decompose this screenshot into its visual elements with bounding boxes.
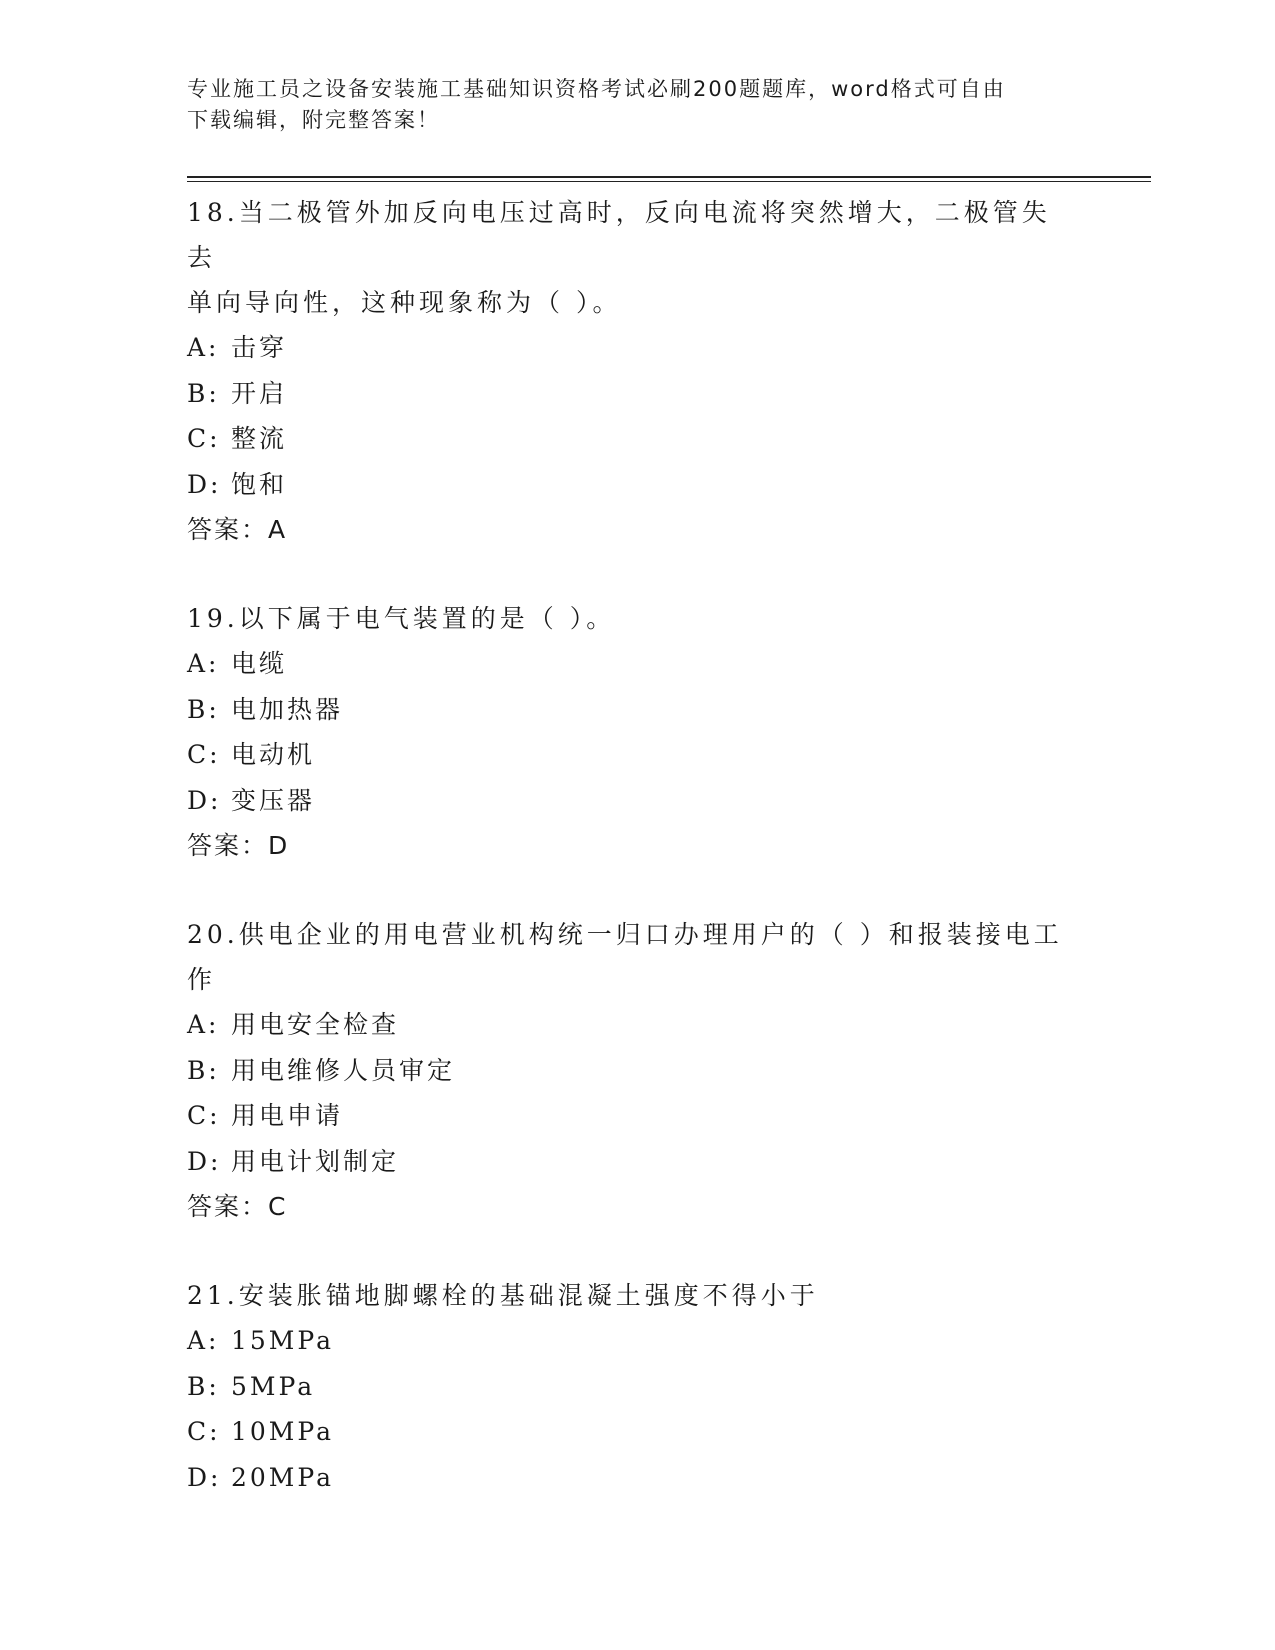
option-label: C: xyxy=(187,1101,221,1130)
option-text: 用电安全检查 xyxy=(231,1010,400,1039)
option-text: 5MPa xyxy=(231,1371,316,1401)
option-d xyxy=(187,778,1087,824)
header-line-1: 专业施工员之设备安装施工基础知识资格考试必刷200题题库，word格式可自由 xyxy=(187,77,1006,101)
option-label: A: xyxy=(187,1326,220,1355)
option-label: C: xyxy=(187,1417,221,1446)
option-text: 电加热器 xyxy=(231,694,344,724)
answer-line xyxy=(187,507,1087,552)
option-d xyxy=(187,1455,1087,1501)
option-text: 10MPa xyxy=(231,1417,335,1446)
answer-value: C xyxy=(268,1192,288,1221)
question-19 xyxy=(187,596,1087,868)
answer-prefix: 答案： xyxy=(187,515,269,544)
option-label: A: xyxy=(187,649,220,678)
option-label: B: xyxy=(187,1055,220,1085)
question-text xyxy=(187,596,1067,641)
option-text: 开启 xyxy=(231,378,288,408)
option-text: 用电申请 xyxy=(231,1101,344,1130)
question-line-1: 安装胀锚地脚螺栓的基础混凝土强度不得小于 xyxy=(238,1281,819,1310)
option-text: 击穿 xyxy=(231,333,288,362)
question-18 xyxy=(187,190,1087,552)
question-number: 18. xyxy=(187,198,239,227)
question-line-1: 供电企业的用电营业机构统一归口办理用户的（ ）和报装接电工 xyxy=(238,920,1063,949)
option-d xyxy=(187,1139,1087,1185)
question-line-1: 当二极管外加反向电压过高时，反向电流将突然增大，二极管失去 xyxy=(187,198,1051,272)
option-text: 饱和 xyxy=(231,469,288,499)
question-number: 19. xyxy=(187,604,239,633)
option-a xyxy=(187,1318,1087,1364)
header-line-2: 下载编辑，附完整答案！ xyxy=(187,108,440,132)
option-b xyxy=(187,1048,1087,1094)
option-a xyxy=(187,325,1087,371)
option-b xyxy=(187,371,1087,417)
header-divider-thin xyxy=(187,181,1151,182)
answer-prefix: 答案： xyxy=(187,831,269,860)
option-label: B: xyxy=(187,694,220,724)
option-label: A: xyxy=(187,1010,220,1039)
question-21 xyxy=(187,1273,1087,1500)
option-label: B: xyxy=(187,1371,220,1401)
option-label: A: xyxy=(187,333,220,362)
option-text: 用电计划制定 xyxy=(231,1146,400,1176)
option-text: 用电维修人员审定 xyxy=(231,1055,456,1085)
option-b xyxy=(187,687,1087,733)
option-label: D: xyxy=(187,1462,222,1492)
document-header xyxy=(187,74,1067,136)
option-c xyxy=(187,416,1087,462)
question-number: 20. xyxy=(187,920,239,949)
option-label: D: xyxy=(187,469,222,499)
answer-line xyxy=(187,823,1087,868)
option-d xyxy=(187,462,1087,508)
question-number: 21. xyxy=(187,1281,239,1310)
answer-prefix: 答案： xyxy=(187,1192,269,1221)
option-b xyxy=(187,1364,1087,1410)
option-a xyxy=(187,1002,1087,1048)
option-label: B: xyxy=(187,378,220,408)
option-label: D: xyxy=(187,1146,222,1176)
header-divider-thick xyxy=(187,176,1151,178)
option-text: 整流 xyxy=(231,424,288,453)
answer-value: A xyxy=(268,515,288,544)
option-text: 20MPa xyxy=(231,1462,335,1492)
question-20 xyxy=(187,912,1087,1229)
option-c xyxy=(187,732,1087,778)
question-text xyxy=(187,912,1067,1002)
option-a xyxy=(187,641,1087,687)
option-c xyxy=(187,1409,1087,1455)
question-text xyxy=(187,190,1067,325)
option-text: 15MPa xyxy=(231,1326,335,1355)
question-line-1: 以下属于电气装置的是（ ）。 xyxy=(238,604,616,633)
option-c xyxy=(187,1093,1087,1139)
option-label: C: xyxy=(187,740,221,769)
option-text: 电缆 xyxy=(231,649,288,678)
answer-value: D xyxy=(268,831,290,860)
question-line-2: 作 xyxy=(187,965,217,994)
option-label: D: xyxy=(187,785,222,815)
option-label: C: xyxy=(187,424,221,453)
answer-line xyxy=(187,1184,1087,1229)
option-text: 电动机 xyxy=(231,740,316,769)
question-list xyxy=(187,190,1087,1544)
option-text: 变压器 xyxy=(231,785,316,815)
question-line-2: 单向导向性，这种现象称为（ ）。 xyxy=(187,288,622,317)
question-text xyxy=(187,1273,1067,1318)
